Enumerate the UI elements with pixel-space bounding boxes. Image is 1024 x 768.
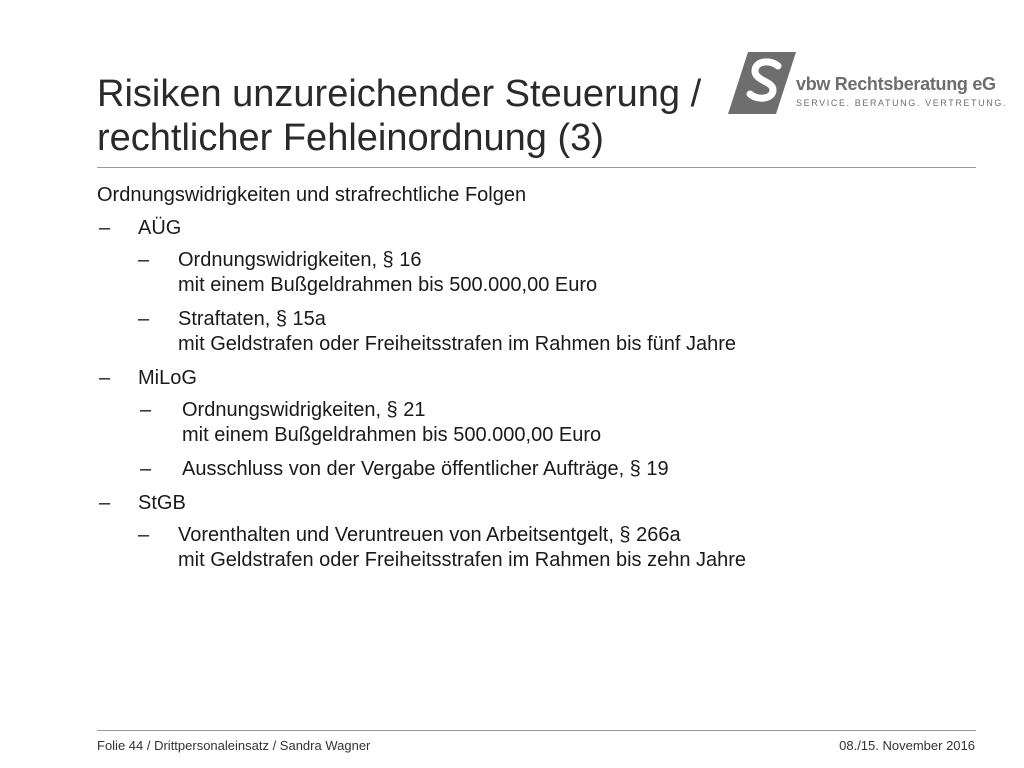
sub-bullet [97, 307, 977, 357]
sub-bullet-line-1: Ausschluss von der Vergabe öffentlicher Aufträge, § 19 [182, 458, 669, 480]
bullet-section-milog [97, 366, 977, 391]
bullet-dash: – [138, 308, 150, 330]
vbw-s-logo-icon [728, 52, 796, 114]
sub-bullet-line-2: mit einem Bußgeldrahmen bis 500.000,00 Euro [182, 424, 602, 446]
slide-title [97, 72, 777, 160]
bullet-dash: – [138, 524, 150, 546]
slide-body [97, 183, 977, 582]
sub-bullet-line-2: mit einem Bußgeldrahmen bis 500.000,00 Euro [178, 274, 598, 296]
bullet-dash: – [99, 367, 111, 389]
sub-bullet [97, 248, 977, 298]
sub-bullet [97, 523, 977, 573]
slide-title-line-2: rechtlicher Fehleinordnung (3) [97, 117, 604, 159]
logo-tagline: SERVICE. BERATUNG. VERTRETUNG. [796, 98, 1008, 108]
bullet-dash: – [140, 399, 152, 421]
bullet-dash: – [138, 249, 150, 271]
title-divider [97, 167, 976, 168]
sub-bullet [97, 457, 977, 482]
footer-slide-info: Folie 44 / Drittpersonaleinsatz / Sandra Wagner [97, 738, 371, 753]
bullet-section-aueg [97, 216, 977, 241]
section-label: StGB [138, 492, 186, 514]
section-label: MiLoG [138, 367, 197, 389]
sub-bullet-line-1: Vorenthalten und Veruntreuen von Arbeitsentgelt, § 266a [178, 524, 681, 546]
sub-bullet [97, 398, 977, 448]
sub-bullet-line-1: Ordnungswidrigkeiten, § 21 [182, 399, 426, 421]
footer-divider [97, 730, 976, 731]
section-label: AÜG [138, 217, 182, 239]
logo-company-name: vbw Rechtsberatung eG [796, 74, 996, 94]
bullet-dash: – [140, 458, 152, 480]
slide-title-line-1: Risiken unzureichender Steuerung / [97, 73, 702, 115]
bullet-dash: – [99, 217, 111, 239]
bullet-dash: – [99, 492, 111, 514]
sub-bullet-line-2: mit Geldstrafen oder Freiheitsstrafen im Rahmen bis zehn Jahre [178, 549, 747, 571]
sub-bullet-line-2: mit Geldstrafen oder Freiheitsstrafen im Rahmen bis fünf Jahre [178, 333, 737, 355]
sub-bullet-line-1: Straftaten, § 15a [178, 308, 326, 330]
bullet-section-stgb [97, 491, 977, 516]
body-intro: Ordnungswidrigkeiten und strafrechtliche Folgen [97, 184, 527, 206]
footer-date: 08./15. November 2016 [839, 738, 975, 753]
sub-bullet-line-1: Ordnungswidrigkeiten, § 16 [178, 249, 422, 271]
company-logo [728, 52, 1008, 114]
